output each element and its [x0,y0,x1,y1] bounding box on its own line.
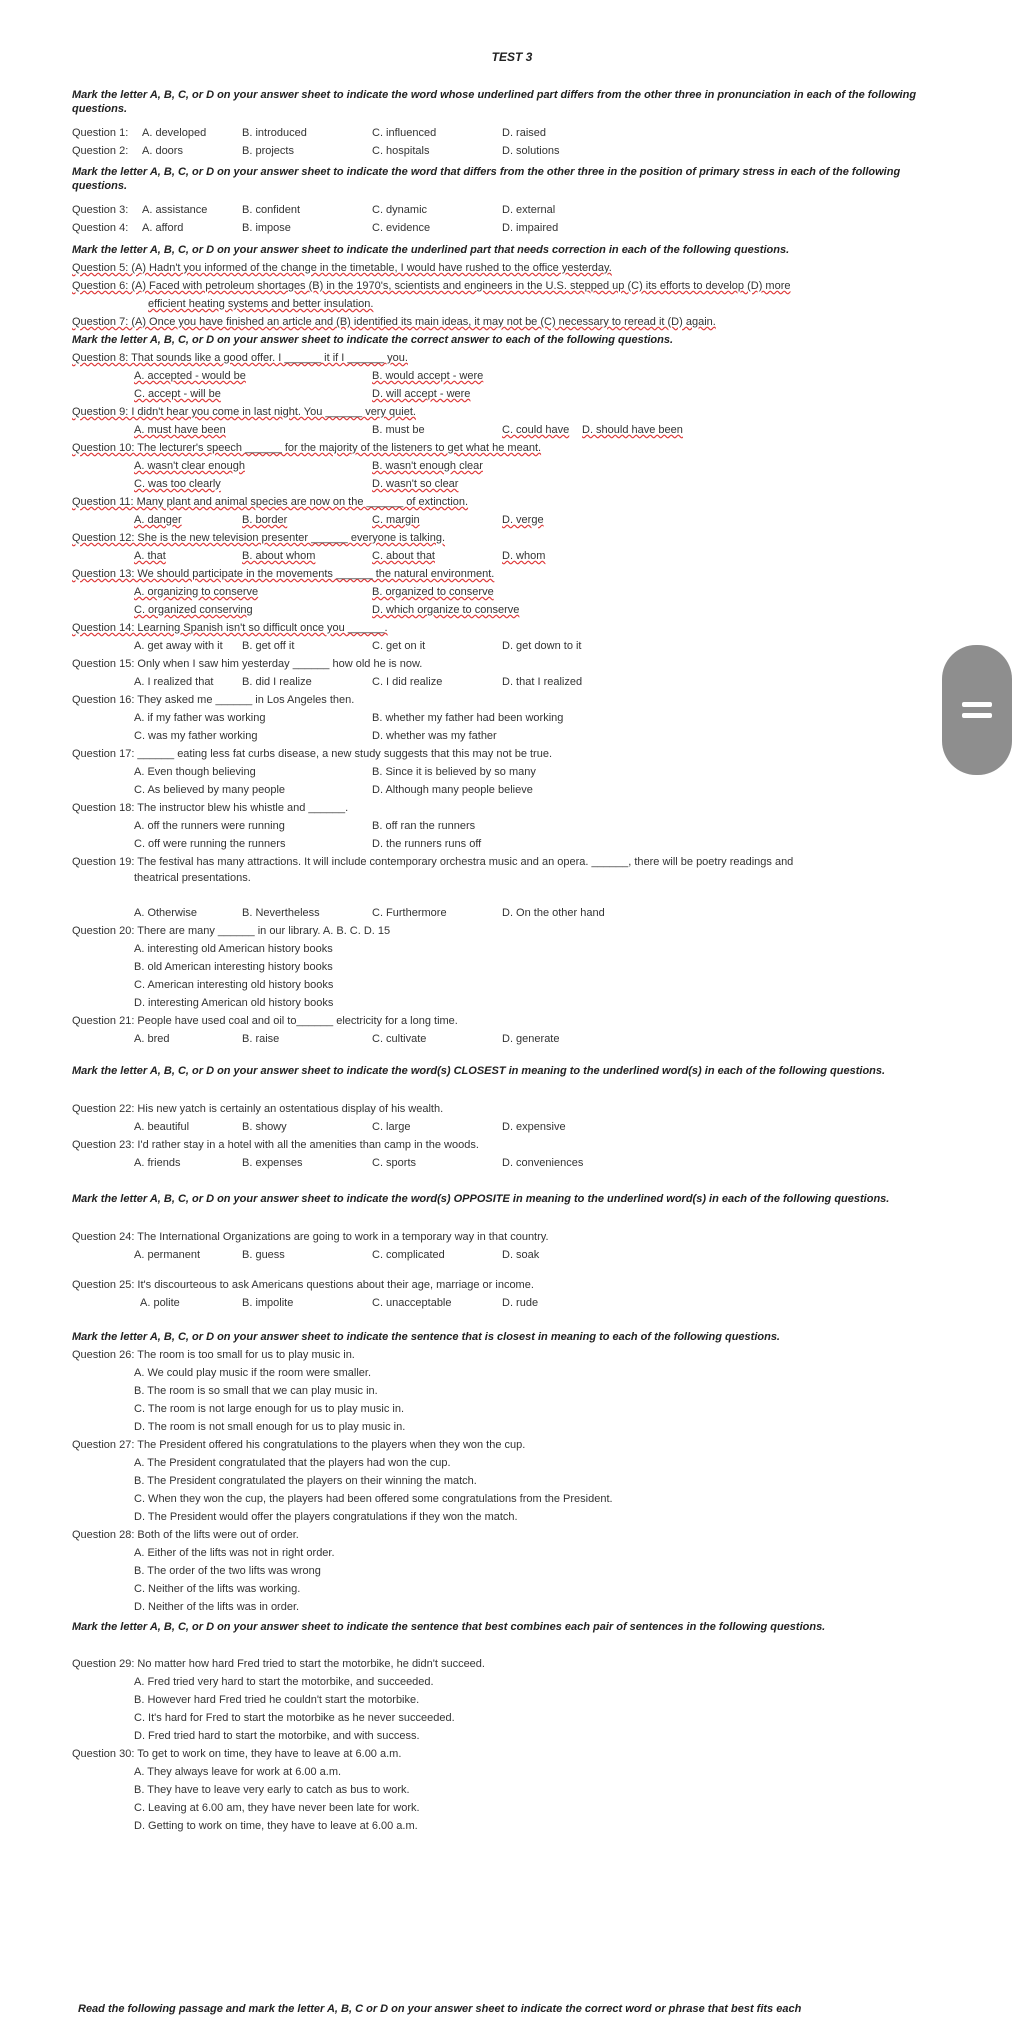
instruction-stress: Mark the letter A, B, C, or D on your answer sheet to indicate the word that differs from the other three in the position of primary stress in each of the following questions. [72,166,901,192]
question-29: Question 29: No matter how hard Fred tried to start the motorbike, he didn't succeed. [72,1658,485,1670]
q12-option-d: D. whom [502,550,546,562]
q1-option-b: B. introduced [242,127,307,139]
q15-option-b: B. did I realize [242,676,312,688]
q24-option-c: C. complicated [372,1249,445,1261]
q16-option-b: B. whether my father had been working [372,712,564,724]
q30-option-a: A. They always leave for work at 6.00 a.m. [134,1766,342,1778]
q23-option-b: B. expenses [242,1157,303,1169]
q3-option-c: C. dynamic [372,204,428,216]
q28-option-a: A. Either of the lifts was not in right order. [134,1547,335,1559]
q29-option-d: D. Fred tried hard to start the motorbike, and with success. [134,1730,420,1742]
question-8: Question 8: That sounds like a good offer. I ______ it if I ______ you. [72,352,408,364]
q24-option-a: A. permanent [134,1249,201,1261]
q22-option-a: A. beautiful [134,1121,190,1133]
q14-option-d: D. get down to it [502,640,582,652]
side-panel-handle[interactable] [942,645,1012,775]
question-26: Question 26: The room is too small for us to play music in. [72,1349,355,1361]
q30-option-c: C. Leaving at 6.00 am, they have never been late for work. [134,1802,420,1814]
q20-option-d: D. interesting American old history books [134,997,334,1009]
question-19: Question 19: The festival has many attractions. It will include contemporary orchestra music and an opera. ______, there will be poetry readings and [72,856,794,868]
question-25: Question 25: It's discourteous to ask Americans questions about their age, marriage or income. [72,1279,534,1291]
question-9: Question 9: I didn't hear you come in last night. You ______ very quiet. [72,406,416,418]
question-14: Question 14: Learning Spanish isn't so difficult once you ______. [72,622,388,634]
q30-option-d: D. Getting to work on time, they have to leave at 6.00 a.m. [134,1820,418,1832]
q1-option-d: D. raised [502,127,547,139]
q30-option-b: B. They have to leave very early to catch as bus to work. [134,1784,410,1796]
q17-option-c: C. As believed by many people [134,784,286,796]
q22-option-b: B. showy [242,1121,287,1133]
q8-option-b: B. would accept - were [372,370,484,382]
question-6-line-2: efficient heating systems and better insulation. [148,298,374,310]
q15-option-a: A. I realized that [134,676,214,688]
q21-option-b: B. raise [242,1033,280,1045]
q12-option-c: C. about that [372,550,435,562]
q20-option-c: C. American interesting old history books [134,979,334,991]
q9-option-d: D. should have been [582,424,683,436]
q28-option-c: C. Neither of the lifts was working. [134,1583,301,1595]
q23-option-c: C. sports [372,1157,417,1169]
q19-option-d: D. On the other hand [502,907,605,919]
instruction-error-correction: Mark the letter A, B, C, or D on your answer sheet to indicate the underlined part that needs correction in each of the following questions. [72,244,790,256]
q10-option-b: B. wasn't enough clear [372,460,483,472]
q18-option-c: C. off were running the runners [134,838,286,850]
q2-option-b: B. projects [242,145,294,157]
q22-option-c: C. large [372,1121,411,1133]
q21-option-d: D. generate [502,1033,560,1045]
q10-option-d: D. wasn't so clear [372,478,459,490]
q10-option-c: C. was too clearly [134,478,221,490]
instruction-closest-sentence: Mark the letter A, B, C, or D on your answer sheet to indicate the sentence that is closest in meaning to each of the following questions. [72,1331,780,1343]
question-15: Question 15: Only when I saw him yesterday ______ how old he is now. [72,658,423,670]
q4-option-c: C. evidence [372,222,431,234]
question-13: Question 13: We should participate in the movements ______ the natural environment. [72,568,495,580]
instruction-opposite-meaning: Mark the letter A, B, C, or D on your answer sheet to indicate the word(s) OPPOSITE in meaning to the underlined word(s) in each of the following questions. [72,1193,890,1205]
q27-option-d: D. The President would offer the players congratulations if they won the match. [134,1511,518,1523]
q10-option-a: A. wasn't clear enough [134,460,245,472]
question-7: Question 7: (A) Once you have finished an article and (B) identified its main ideas, it may not be (C) necessary to reread it (D) again. [72,316,716,328]
q24-option-b: B. guess [242,1249,285,1261]
q13-option-b: B. organized to conserve [372,586,494,598]
q4-option-a: A. afford [142,222,184,234]
q29-option-a: A. Fred tried very hard to start the motorbike, and succeeded. [134,1676,434,1688]
q2-option-c: C. hospitals [372,145,430,157]
q9-option-a: A. must have been [134,424,226,436]
q20-option-b: B. old American interesting history books [134,961,333,973]
q1-option-c: C. influenced [372,127,437,139]
q3-option-a: A. assistance [142,204,208,216]
q15-option-d: D. that I realized [502,676,583,688]
q8-option-a: A. accepted - would be [134,370,246,382]
q25-option-a: A. polite [140,1297,180,1309]
q3-option-d: D. external [502,204,556,216]
question-28: Question 28: Both of the lifts were out of order. [72,1529,299,1541]
question-16: Question 16: They asked me ______ in Los Angeles then. [72,694,355,706]
question-18: Question 18: The instructor blew his whistle and ______. [72,802,349,814]
question-21: Question 21: People have used coal and oil to______ electricity for a long time. [72,1015,458,1027]
question-24: Question 24: The International Organizations are going to work in a temporary way in that country. [72,1231,549,1243]
q18-option-d: D. the runners runs off [372,838,482,850]
passage-instruction: Read the following passage and mark the letter A, B, C or D on your answer sheet to indicate the correct word or phrase that best fits each [78,2003,802,2015]
handle-bar-top [962,702,992,707]
q27-option-c: C. When they won the cup, the players had been offered some congratulations from the President. [134,1493,613,1505]
instruction-pronunciation: Mark the letter A, B, C, or D on your answer sheet to indicate the word whose underlined part differs from the other three in pronunciation in each of the following questions. [72,89,917,115]
question-23: Question 23: I'd rather stay in a hotel with all the amenities than camp in the woods. [72,1139,479,1151]
q12-option-a: A. that [134,550,166,562]
q25-option-d: D. rude [502,1297,539,1309]
q8-option-c: C. accept - will be [134,388,221,400]
q26-option-d: D. The room is not small enough for us to play music in. [134,1421,406,1433]
q4-option-b: B. impose [242,222,291,234]
page-title: TEST 3 [491,50,533,64]
question-5: Question 5: (A) Hadn't you informed of the change in the timetable, I would have rushed to the office yesterday. [72,262,612,274]
q9-option-b: B. must be [372,424,425,436]
q16-option-a: A. if my father was working [134,712,266,724]
q16-option-c: C. was my father working [134,730,258,742]
q20-option-a: A. interesting old American history books [134,943,333,955]
q27-option-a: A. The President congratulated that the players had won the cup. [134,1457,451,1469]
q13-option-d: D. which organize to conserve [372,604,520,616]
q2-option-a: A. doors [142,145,183,157]
q9-option-c: C. could have [502,424,570,436]
q21-option-a: A. bred [134,1033,170,1045]
q24-option-d: D. soak [502,1249,540,1261]
question-17: Question 17: ______ eating less fat curbs disease, a new study suggests that this may not be true. [72,748,553,760]
question-10: Question 10: The lecturer's speech ______ for the majority of the listeners to get what he meant. [72,442,542,454]
q2-option-d: D. solutions [502,145,560,157]
q8-option-d: D. will accept - were [372,388,471,400]
q23-option-d: D. conveniences [502,1157,584,1169]
handle-bar-bottom [962,713,992,718]
q26-option-b: B. The room is so small that we can play music in. [134,1385,378,1397]
q26-option-c: C. The room is not large enough for us to play music in. [134,1403,405,1415]
q18-option-b: B. off ran the runners [372,820,476,832]
question-2: Question 2: [72,145,129,157]
q4-option-d: D. impaired [502,222,559,234]
q19-stem-line-2: theatrical presentations. [134,872,251,884]
instruction-combine-sentences: Mark the letter A, B, C, or D on your answer sheet to indicate the sentence that best combines each pair of sentences in the following questions. [72,1621,826,1633]
question-22: Question 22: His new yatch is certainly an ostentatious display of his wealth. [72,1103,444,1115]
q17-option-d: D. Although many people believe [372,784,533,796]
q11-option-b: B. border [242,514,288,526]
question-20: Question 20: There are many ______ in our library. A. B. C. D. 15 [72,925,391,937]
q3-option-b: B. confident [242,204,301,216]
q14-option-b: B. get off it [242,640,295,652]
q23-option-a: A. friends [134,1157,181,1169]
q11-option-d: D. verge [502,514,544,526]
q28-option-d: D. Neither of the lifts was in order. [134,1601,300,1613]
q17-option-b: B. Since it is believed by so many [372,766,536,778]
q13-option-a: A. organizing to conserve [134,586,259,598]
q19-option-a: A. Otherwise [134,907,197,919]
question-3: Question 3: [72,204,129,216]
q14-option-a: A. get away with it [134,640,223,652]
question-12: Question 12: She is the new television presenter ______ everyone is talking. [72,532,446,544]
q27-option-b: B. The President congratulated the players on their winning the match. [134,1475,477,1487]
question-4: Question 4: [72,222,129,234]
q26-option-a: A. We could play music if the room were smaller. [134,1367,371,1379]
q25-option-c: C. unacceptable [372,1297,452,1309]
q25-option-b: B. impolite [242,1297,294,1309]
question-27: Question 27: The President offered his congratulations to the players when they won the cup. [72,1439,526,1451]
q19-option-c: C. Furthermore [372,907,447,919]
q29-option-b: B. However hard Fred tried he couldn't start the motorbike. [134,1694,420,1706]
q1-option-a: A. developed [142,127,207,139]
q16-option-d: D. whether was my father [372,730,497,742]
q29-option-c: C. It's hard for Fred to start the motorbike as he never succeeded. [134,1712,455,1724]
q21-option-c: C. cultivate [372,1033,427,1045]
q22-option-d: D. expensive [502,1121,566,1133]
instruction-correct-answer: Mark the letter A, B, C, or D on your answer sheet to indicate the correct answer to each of the following questions. [72,334,674,346]
question-6-line-1: Question 6: (A) Faced with petroleum shortages (B) in the 1970's, scientists and engineers in the U.S. stepped up (C) its efforts to develop (D) more [72,280,791,292]
question-30: Question 30: To get to work on time, they have to leave at 6.00 a.m. [72,1748,402,1760]
q19-option-b: B. Nevertheless [242,907,320,919]
q18-option-a: A. off the runners were running [134,820,285,832]
q12-option-b: B. about whom [242,550,316,562]
q15-option-c: C. I did realize [372,676,443,688]
question-1: Question 1: [72,127,129,139]
q13-option-c: C. organized conserving [134,604,253,616]
instruction-closest-meaning: Mark the letter A, B, C, or D on your answer sheet to indicate the word(s) CLOSEST in meaning to the underlined word(s) in each of the following questions. [72,1065,886,1077]
q28-option-b: B. The order of the two lifts was wrong [134,1565,321,1577]
q17-option-a: A. Even though believing [134,766,256,778]
q14-option-c: C. get on it [372,640,426,652]
q11-option-a: A. danger [134,514,182,526]
question-11: Question 11: Many plant and animal species are now on the ______ of extinction. [72,496,469,508]
q11-option-c: C. margin [372,514,420,526]
